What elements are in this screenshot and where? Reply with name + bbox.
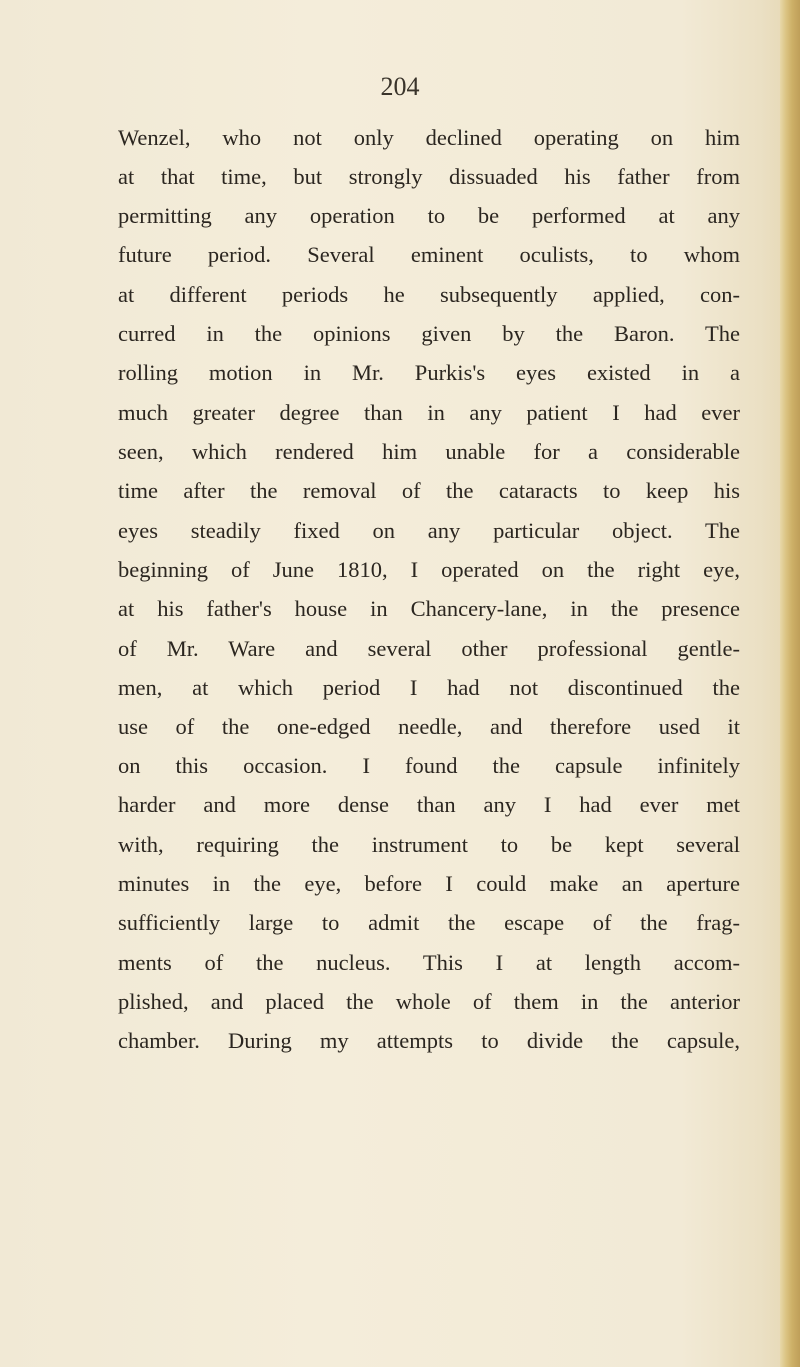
text-line: plished, and placed the whole of them in the anterior xyxy=(118,989,740,1014)
text-line: harder and more dense than any I had ever met xyxy=(118,792,740,817)
text-line: time after the removal of the cataracts to keep his xyxy=(118,478,740,503)
text-line: beginning of June 1810, I operated on the right eye, xyxy=(118,557,740,582)
text-line: permitting any operation to be performed at any xyxy=(118,203,740,228)
text-line: seen, which rendered him unable for a considerable xyxy=(118,439,740,464)
text-line: at different periods he subsequently applied, con- xyxy=(118,282,740,307)
text-line: Wenzel, who not only declined operating on him xyxy=(118,125,740,150)
text-line: with, requiring the instrument to be kept several xyxy=(118,832,740,857)
text-line: curred in the opinions given by the Baron. The xyxy=(118,321,740,346)
page-number: 204 xyxy=(380,72,420,101)
text-line: sufficiently large to admit the escape of the frag- xyxy=(118,910,740,935)
text-line: eyes steadily fixed on any particular object. The xyxy=(118,518,740,543)
page-edge-shading xyxy=(780,0,800,1367)
text-line: ments of the nucleus. This I at length accom- xyxy=(118,950,740,975)
text-line: at his father's house in Chancery-lane, in the presence xyxy=(118,596,740,621)
text-line: at that time, but strongly dissuaded his father from xyxy=(118,164,740,189)
text-line: much greater degree than in any patient I had ever xyxy=(118,400,740,425)
text-line: chamber. During my attempts to divide the capsule, xyxy=(118,1028,740,1053)
text-line: future period. Several eminent oculists, to whom xyxy=(118,242,740,267)
text-line: men, at which period I had not discontinued the xyxy=(118,675,740,700)
text-line: of Mr. Ware and several other professional gentle- xyxy=(118,636,740,661)
text-line: on this occasion. I found the capsule infinitely xyxy=(118,753,740,778)
text-line: use of the one-edged needle, and therefore used it xyxy=(118,714,740,739)
text-line: rolling motion in Mr. Purkis's eyes existed in a xyxy=(118,360,740,385)
text-line: minutes in the eye, before I could make an aperture xyxy=(118,871,740,896)
